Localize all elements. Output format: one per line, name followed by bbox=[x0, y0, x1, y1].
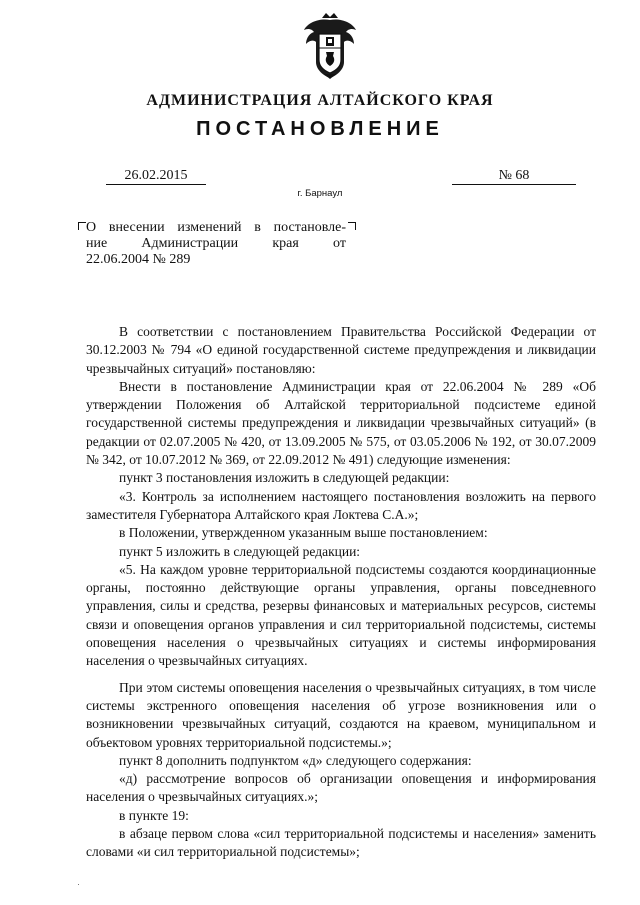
body-paragraph: пункт 5 изложить в следующей редакции: bbox=[119, 543, 361, 559]
body-paragraph: в Положении, утвержденном указанным выше постановлением: bbox=[119, 525, 488, 541]
subject-word: изменений bbox=[177, 220, 242, 235]
body-paragraph: «5. На каждом уровне территориальной подсистемы создаются координационные органы, постоянно действующие органы управления, органы повседневного управления, силы и средства, резервы финансовых и материальных ресурсов, системы связи и оповещения органов управления и сил территориальной подсистемы, системы оповещения населения о чрезвычайных ситуациях и системы информирования населения о чрезвычайных ситуациях. bbox=[86, 561, 596, 669]
subject-word: в bbox=[254, 220, 261, 235]
subject-word: внесении bbox=[108, 220, 165, 235]
body-paragraph: В соответствии с постановлением Правительства Российской Федерации от 30.12.2003 № 794 «О единой государственной системе предупреждения и ликвидации чрезвычайных ситуаций» постановляю: bbox=[86, 324, 596, 376]
scan-speck bbox=[78, 884, 79, 885]
subject-word: ние bbox=[86, 236, 108, 251]
body-paragraph: При этом системы оповещения населения о чрезвычайных ситуациях, в том числе системы экстренного оповещения населения об угрозе возникновения или о возникновении чрезвычайных ситуаций, создаются на краевом, муниципальном и объектовом уровнях территориальной подсистемы.»; bbox=[86, 679, 596, 750]
body-paragraph: Внести в постановление Администрации края от 22.06.2004 № 289 «Об утверждении Положения об Алтайской территориальной подсистеме единой государственной системы предупреждения и ликвидации чрезвычайных ситуаций» (в редакции от 02.07.2005 № 420, от 13.09.2005 № 575, от 03.05.2006 № 192, от 30.07.2009 № 342, от 10.07.2012 № 369, от 22.09.2012 № 491) следующие изменения: bbox=[86, 378, 596, 468]
organization-name: АДМИНИСТРАЦИЯ АЛТАЙСКОГО КРАЯ bbox=[146, 92, 494, 109]
body-paragraph: пункт 8 дополнить подпунктом «д» следующего содержания: bbox=[119, 752, 472, 768]
coat-of-arms-emblem bbox=[302, 12, 358, 80]
subject-word: О bbox=[86, 220, 97, 235]
document-type-title: ПОСТАНОВЛЕНИЕ bbox=[196, 118, 444, 140]
document-number: № 68 bbox=[452, 168, 576, 185]
issue-city: г. Барнаул bbox=[297, 188, 343, 199]
subject-word: Администрации bbox=[141, 236, 239, 251]
body-paragraph: в абзаце первом слова «сил территориальной подсистемы и населения» заменить словами «и сил территориальной подсистемы»; bbox=[86, 826, 596, 860]
subject-line-1 bbox=[86, 220, 346, 236]
body-paragraph: «3. Контроль за исполнением настоящего постановления возложить на первого заместителя Губернатора Алтайского края Локтева С.А.»; bbox=[86, 488, 596, 522]
subject-bracket-left bbox=[78, 222, 86, 230]
subject-line-2 bbox=[86, 236, 346, 252]
subject-line-3: 22.06.2004 № 289 bbox=[86, 252, 191, 267]
subject-word: постановле- bbox=[273, 220, 346, 235]
body-paragraph: «д) рассмотрение вопросов об организации оповещения и информирования населения о чрезвычайных ситуациях.»; bbox=[86, 771, 596, 805]
body-paragraph: пункт 3 постановления изложить в следующей редакции: bbox=[119, 470, 450, 486]
document-body bbox=[86, 323, 596, 862]
body-paragraph: в пункте 19: bbox=[119, 807, 189, 823]
subject-bracket-right bbox=[348, 222, 356, 230]
document-subject bbox=[86, 220, 346, 268]
subject-word: края bbox=[272, 236, 299, 251]
subject-word: от bbox=[333, 236, 346, 251]
document-date: 26.02.2015 bbox=[106, 168, 206, 185]
